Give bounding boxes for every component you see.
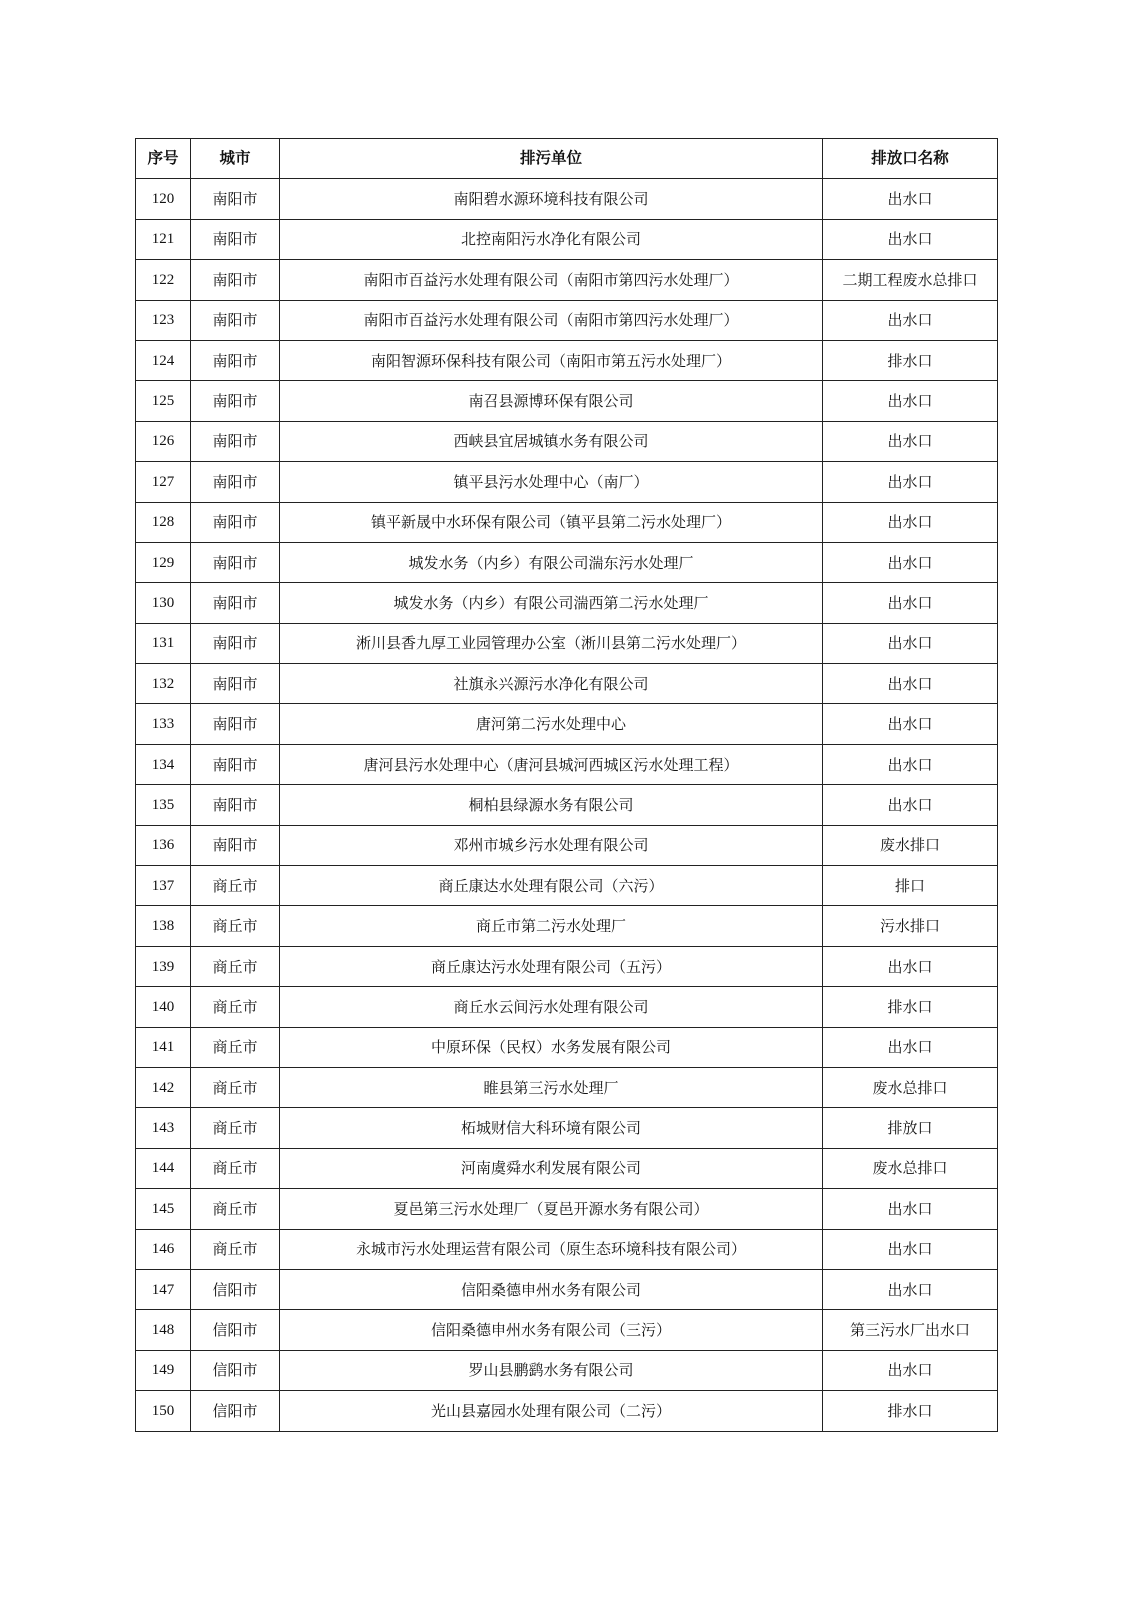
table-row: [136, 542, 998, 582]
cell-index: 120: [136, 179, 191, 219]
cell-city: 信阳市: [191, 1310, 280, 1350]
cell-unit: 镇平新晟中水环保有限公司（镇平县第二污水处理厂）: [280, 502, 823, 542]
cell-index: 133: [136, 704, 191, 744]
cell-city: 商丘市: [191, 1108, 280, 1148]
cell-outlet: 出水口: [823, 1229, 998, 1269]
cell-unit: 镇平县污水处理中心（南厂）: [280, 462, 823, 502]
table-row: [136, 583, 998, 623]
cell-outlet: 二期工程废水总排口: [823, 260, 998, 300]
table-row: [136, 1310, 998, 1350]
cell-city: 南阳市: [191, 300, 280, 340]
table-row: [136, 623, 998, 663]
cell-index: 143: [136, 1108, 191, 1148]
cell-unit: 邓州市城乡污水处理有限公司: [280, 825, 823, 865]
header-index: 序号: [136, 139, 191, 179]
cell-outlet: 排水口: [823, 340, 998, 380]
table-row: [136, 502, 998, 542]
cell-outlet: 出水口: [823, 946, 998, 986]
cell-outlet: 污水排口: [823, 906, 998, 946]
table-row: [136, 1391, 998, 1431]
table-row: [136, 1027, 998, 1067]
cell-unit: 唐河县污水处理中心（唐河县城河西城区污水处理工程）: [280, 744, 823, 784]
cell-outlet: 排水口: [823, 1391, 998, 1431]
cell-city: 信阳市: [191, 1350, 280, 1390]
cell-unit: 信阳桑德申州水务有限公司: [280, 1269, 823, 1309]
table-row: [136, 1108, 998, 1148]
cell-index: 138: [136, 906, 191, 946]
cell-index: 146: [136, 1229, 191, 1269]
cell-unit: 南阳碧水源环境科技有限公司: [280, 179, 823, 219]
cell-index: 145: [136, 1189, 191, 1229]
cell-index: 141: [136, 1027, 191, 1067]
cell-unit: 淅川县香九厚工业园管理办公室（淅川县第二污水处理厂）: [280, 623, 823, 663]
cell-city: 商丘市: [191, 946, 280, 986]
cell-city: 南阳市: [191, 219, 280, 259]
table-row: [136, 946, 998, 986]
cell-city: 南阳市: [191, 542, 280, 582]
table-row: [136, 219, 998, 259]
table-header: [136, 139, 998, 179]
cell-unit: 柘城财信大科环境有限公司: [280, 1108, 823, 1148]
cell-outlet: 废水总排口: [823, 1148, 998, 1188]
cell-index: 140: [136, 987, 191, 1027]
cell-index: 127: [136, 462, 191, 502]
cell-outlet: 排水口: [823, 987, 998, 1027]
cell-outlet: 出水口: [823, 462, 998, 502]
cell-index: 150: [136, 1391, 191, 1431]
cell-outlet: 废水总排口: [823, 1067, 998, 1107]
cell-city: 南阳市: [191, 583, 280, 623]
cell-index: 144: [136, 1148, 191, 1188]
cell-unit: 南阳市百益污水处理有限公司（南阳市第四污水处理厂）: [280, 260, 823, 300]
cell-outlet: 出水口: [823, 664, 998, 704]
cell-city: 南阳市: [191, 825, 280, 865]
cell-outlet: 出水口: [823, 421, 998, 461]
cell-outlet: 排口: [823, 866, 998, 906]
table-row: [136, 664, 998, 704]
cell-unit: 商丘市第二污水处理厂: [280, 906, 823, 946]
cell-unit: 永城市污水处理运营有限公司（原生态环境科技有限公司）: [280, 1229, 823, 1269]
table-row: [136, 987, 998, 1027]
cell-city: 商丘市: [191, 866, 280, 906]
cell-city: 南阳市: [191, 179, 280, 219]
table-row: [136, 906, 998, 946]
cell-index: 134: [136, 744, 191, 784]
table-row: [136, 381, 998, 421]
cell-city: 南阳市: [191, 340, 280, 380]
cell-unit: 南阳市百益污水处理有限公司（南阳市第四污水处理厂）: [280, 300, 823, 340]
cell-unit: 河南虞舜水利发展有限公司: [280, 1148, 823, 1188]
cell-unit: 城发水务（内乡）有限公司湍东污水处理厂: [280, 542, 823, 582]
header-outlet: 排放口名称: [823, 139, 998, 179]
cell-unit: 信阳桑德申州水务有限公司（三污）: [280, 1310, 823, 1350]
table-row: [136, 421, 998, 461]
cell-city: 商丘市: [191, 1067, 280, 1107]
cell-outlet: 出水口: [823, 1269, 998, 1309]
header-city: 城市: [191, 139, 280, 179]
table-row: [136, 744, 998, 784]
cell-unit: 罗山县鹏鹞水务有限公司: [280, 1350, 823, 1390]
cell-unit: 桐柏县绿源水务有限公司: [280, 785, 823, 825]
cell-outlet: 出水口: [823, 623, 998, 663]
cell-index: 123: [136, 300, 191, 340]
cell-city: 南阳市: [191, 260, 280, 300]
cell-city: 南阳市: [191, 785, 280, 825]
cell-outlet: 排放口: [823, 1108, 998, 1148]
cell-city: 信阳市: [191, 1391, 280, 1431]
cell-city: 南阳市: [191, 744, 280, 784]
cell-unit: 商丘康达水处理有限公司（六污）: [280, 866, 823, 906]
cell-unit: 夏邑第三污水处理厂（夏邑开源水务有限公司）: [280, 1189, 823, 1229]
table-row: [136, 1350, 998, 1390]
cell-outlet: 出水口: [823, 542, 998, 582]
cell-index: 128: [136, 502, 191, 542]
cell-city: 商丘市: [191, 1148, 280, 1188]
cell-outlet: 出水口: [823, 179, 998, 219]
cell-city: 商丘市: [191, 1229, 280, 1269]
cell-outlet: 出水口: [823, 502, 998, 542]
cell-unit: 中原环保（民权）水务发展有限公司: [280, 1027, 823, 1067]
cell-outlet: 出水口: [823, 219, 998, 259]
cell-unit: 南召县源博环保有限公司: [280, 381, 823, 421]
cell-unit: 城发水务（内乡）有限公司湍西第二污水处理厂: [280, 583, 823, 623]
cell-index: 129: [136, 542, 191, 582]
cell-unit: 光山县嘉园水处理有限公司（二污）: [280, 1391, 823, 1431]
cell-unit: 商丘康达污水处理有限公司（五污）: [280, 946, 823, 986]
cell-city: 南阳市: [191, 381, 280, 421]
table-row: [136, 462, 998, 502]
cell-index: 142: [136, 1067, 191, 1107]
cell-unit: 南阳智源环保科技有限公司（南阳市第五污水处理厂）: [280, 340, 823, 380]
cell-city: 南阳市: [191, 664, 280, 704]
cell-outlet: 出水口: [823, 300, 998, 340]
cell-unit: 西峡县宜居城镇水务有限公司: [280, 421, 823, 461]
cell-index: 122: [136, 260, 191, 300]
cell-index: 132: [136, 664, 191, 704]
cell-index: 126: [136, 421, 191, 461]
cell-outlet: 第三污水厂出水口: [823, 1310, 998, 1350]
cell-index: 148: [136, 1310, 191, 1350]
cell-index: 130: [136, 583, 191, 623]
table-row: [136, 1067, 998, 1107]
cell-index: 149: [136, 1350, 191, 1390]
table-row: [136, 260, 998, 300]
table-row: [136, 1189, 998, 1229]
cell-outlet: 出水口: [823, 785, 998, 825]
cell-index: 137: [136, 866, 191, 906]
cell-index: 124: [136, 340, 191, 380]
table-row: [136, 825, 998, 865]
cell-outlet: 出水口: [823, 583, 998, 623]
cell-city: 商丘市: [191, 1027, 280, 1067]
table-row: [136, 1229, 998, 1269]
cell-outlet: 出水口: [823, 744, 998, 784]
cell-outlet: 出水口: [823, 1189, 998, 1229]
header-row: [136, 139, 998, 179]
cell-index: 131: [136, 623, 191, 663]
cell-city: 南阳市: [191, 704, 280, 744]
cell-city: 商丘市: [191, 906, 280, 946]
table-row: [136, 866, 998, 906]
cell-index: 125: [136, 381, 191, 421]
table-row: [136, 704, 998, 744]
cell-outlet: 出水口: [823, 1027, 998, 1067]
table-row: [136, 785, 998, 825]
cell-city: 南阳市: [191, 421, 280, 461]
cell-outlet: 出水口: [823, 381, 998, 421]
cell-index: 121: [136, 219, 191, 259]
cell-unit: 社旗永兴源污水净化有限公司: [280, 664, 823, 704]
table-row: [136, 1269, 998, 1309]
cell-city: 商丘市: [191, 1189, 280, 1229]
cell-city: 信阳市: [191, 1269, 280, 1309]
cell-city: 南阳市: [191, 502, 280, 542]
header-unit: 排污单位: [280, 139, 823, 179]
table-body: [136, 179, 998, 1431]
table-row: [136, 340, 998, 380]
cell-index: 139: [136, 946, 191, 986]
cell-outlet: 出水口: [823, 1350, 998, 1390]
table-row: [136, 1148, 998, 1188]
cell-unit: 睢县第三污水处理厂: [280, 1067, 823, 1107]
cell-index: 135: [136, 785, 191, 825]
cell-city: 商丘市: [191, 987, 280, 1027]
cell-unit: 北控南阳污水净化有限公司: [280, 219, 823, 259]
cell-unit: 商丘水云间污水处理有限公司: [280, 987, 823, 1027]
cell-index: 136: [136, 825, 191, 865]
cell-outlet: 废水排口: [823, 825, 998, 865]
cell-unit: 唐河第二污水处理中心: [280, 704, 823, 744]
cell-city: 南阳市: [191, 623, 280, 663]
table-row: [136, 300, 998, 340]
cell-index: 147: [136, 1269, 191, 1309]
cell-city: 南阳市: [191, 462, 280, 502]
outlet-table: [135, 138, 998, 1432]
cell-outlet: 出水口: [823, 704, 998, 744]
table-row: [136, 179, 998, 219]
